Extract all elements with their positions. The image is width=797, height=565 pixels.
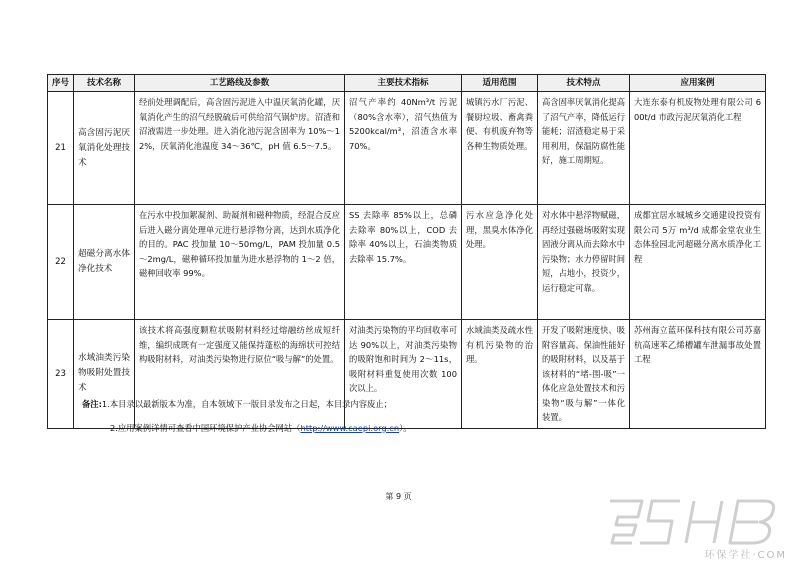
cell-process: 经前处理调配后，高含固污泥进入中温厌氧消化罐，厌氧消化产生的沼气经脱硫后可供给沼气锅炉房。沼渣和沼液需进一步处理。进入消化池污泥含固率为 10%～12%，厌氧消化池温度 34～36℃，pH 值 6.5～7.5。: [135, 92, 345, 205]
header-cases: 应用案例: [630, 75, 766, 92]
cell-process: 该技术将高强度颗粒状吸附材料经过熔融纺丝成短纤维，编织成既有一定强度又能保持蓬松的海绵状可控结构吸附材料，对油类污染物进行原位“吸与解”的处置。: [135, 320, 345, 429]
cell-name: 超磁分离水体净化技术: [74, 205, 135, 320]
header-indicators: 主要技术指标: [345, 75, 462, 92]
cell-features: 高含固率厌氧消化提高了沼气产率，降低运行能耗；沼渣稳定易于采用利用，保温防腐性能好，施工周期短。: [538, 92, 630, 205]
notes-label: 备注:: [82, 399, 102, 409]
note-2-prefix: 2.应用案例详情可查看中国环境保护产业协会网站（: [110, 423, 301, 433]
note-2: [82, 421, 412, 435]
cell-cases: 大连东泰有机废物处理有限公司 600t/d 市政污泥厌氧消化工程: [630, 92, 766, 205]
watermark-text: 环保学社·COM: [704, 550, 787, 561]
cell-scope: 城镇污水厂污泥、餐厨垃圾、畜禽粪便、有机废弃物等各种生物质处理。: [462, 92, 538, 205]
cell-scope: 水域油类及疏水性有机污染物的治理。: [462, 320, 538, 429]
website-link[interactable]: http://www.caepi.org.cn: [300, 423, 400, 433]
header-process: 工艺路线及参数: [135, 75, 345, 92]
header-no: 序号: [48, 75, 74, 92]
page-number: 第 9 页: [385, 492, 412, 501]
note-1-text: 1.本目录以最新版本为准，自本领域下一版目录发布之日起，本目录内容废止；: [101, 399, 392, 409]
cell-scope: 污水应急净化处理，黑臭水体净化处理。: [462, 205, 538, 320]
cell-indicators: 对油类污染物的平均回收率可达 90%以上，对油类污染物的吸附饱和时间为 2～11s，吸附材料重复使用次数 100 次以上。: [345, 320, 462, 429]
cell-name: 高含固污泥厌氧消化处理技术: [74, 92, 135, 205]
cell-indicators: SS 去除率 85%以上，总磷去除率 80%以上，COD 去除率 40%以上，石油类物质去除率 15.7%。: [345, 205, 462, 320]
cell-process: 在污水中投加絮凝剂、助凝剂和磁种物质，经混合反应后进入磁分离处理单元进行悬浮物分离，达到水质净化的目的。PAC 投加量 10～50mg/L，PAM 投加量 0.5～2mg/L，磁种循环投加量为进水悬浮物的 1～2 倍，磁种回收率 99%。: [135, 205, 345, 320]
cell-features: 对水体中悬浮物赋磁，再经过强磁场吸附实现固液分离从而去除水中污染物；水力停留时间短，占地小，投资少，运行稳定可靠。: [538, 205, 630, 320]
table-row: [48, 92, 766, 205]
cell-indicators: 沼气产率约 40Nm³/t 污泥（80%含水率），沼气热值为 5200kcal/m³，沼渣含水率 70%。: [345, 92, 462, 205]
notes-section: [82, 397, 412, 435]
table-header-row: [48, 75, 766, 92]
header-features: 技术特点: [538, 75, 630, 92]
cell-features: 开发了吸附速度快、吸附容量高、保油性能好的吸附材料，以及基于该材料的“堵-围-吸”一体化应急处置技术和污染物“吸与解”一体化装置。: [538, 320, 630, 429]
note-1: [82, 397, 412, 411]
header-scope: 适用范围: [462, 75, 538, 92]
note-2-suffix: ）。: [399, 423, 412, 433]
cell-no: 21: [48, 92, 74, 205]
cell-cases: 成都宜居水城城乡交通建设投资有限公司 5万 m³/d 成都金堂农业生态体验园北河超磁分离水质净化工程: [630, 205, 766, 320]
technology-table: [47, 74, 766, 429]
cell-no: 22: [48, 205, 74, 320]
header-name: 技术名称: [74, 75, 135, 92]
cell-cases: 苏州海立蓝环保科技有限公司苏嘉杭高速苯乙烯槽罐车泄漏事故处置工程: [630, 320, 766, 429]
cell-name: 水域油类污染物吸附处置技术: [74, 320, 135, 429]
cell-no: 23: [48, 320, 74, 429]
table-row: [48, 205, 766, 320]
